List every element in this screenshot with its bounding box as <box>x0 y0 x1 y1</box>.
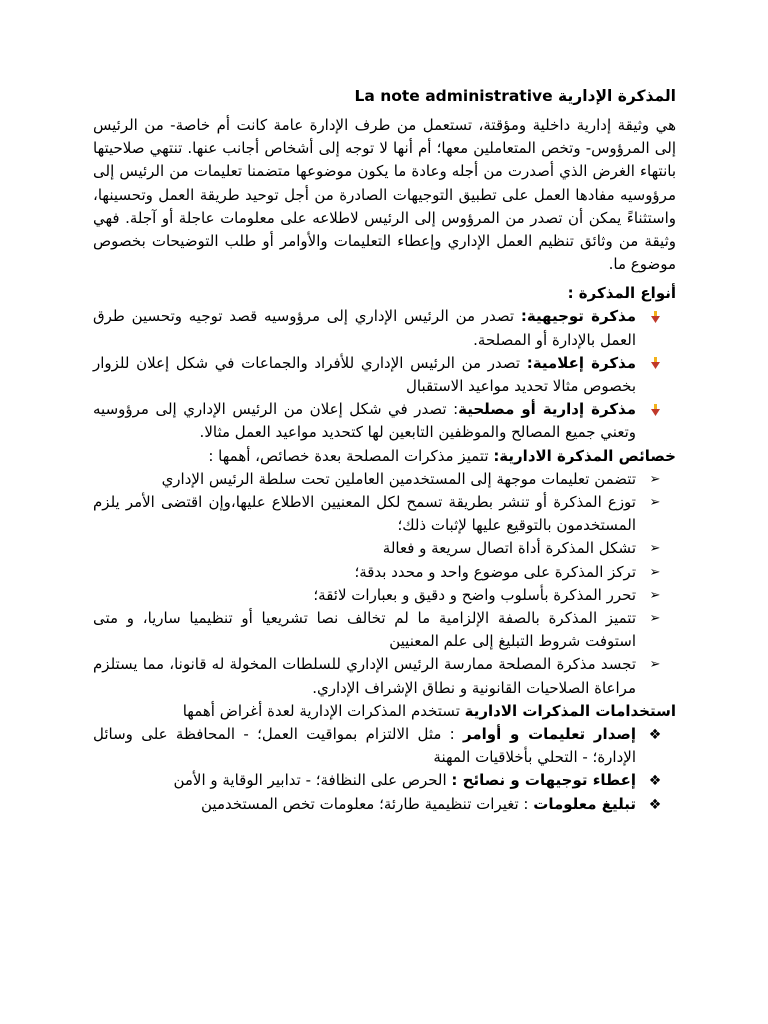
uses-list <box>93 723 676 816</box>
item-text: تركز المذكرة على موضوع واحد و محدد بدقة؛ <box>354 562 636 581</box>
document-body <box>93 86 676 816</box>
list-item <box>93 537 676 560</box>
features-list <box>93 468 676 700</box>
uses-text: تستخدم المذكرات الإدارية لعدة أغراض أهمها <box>182 701 465 720</box>
arrow-bullet-icon: ➢ <box>649 495 661 511</box>
diamond-bullet-icon: ❖ <box>648 796 662 813</box>
item-text: توزع المذكرة أو تنشر بطريقة تسمح لكل المعنيين الاطلاع عليها،وإن اقتضى الأمر يلزم المستخدمون بالتوقيع عليها لإثبات ذلك؛ <box>93 493 636 535</box>
item-text: تصدر من الرئيس الإداري إلى مرؤوسيه قصد توجيه وتحسين طرق العمل بالإدارة أو المصلحة. <box>93 307 636 349</box>
list-item <box>93 398 676 444</box>
item-text: الحرص على النظافة؛ - تدابير الوقاية و الأمن <box>173 771 452 790</box>
item-text: تتميز المذكرة بالصفة الإلزامية ما لم تخالف نصا تشريعيا أو تنظيميا ساريا، و متى استوفت شروط التبليغ إلى علم المعنيين <box>93 609 636 651</box>
item-text: : تصدر في شكل إعلان من الرئيس الإداري إلى مرؤوسيه وتعني جميع المصالح والموظفين التابعين لها كتحديد مواعيد العمل مثالا. <box>93 400 636 442</box>
item-text: : تغيرات تنظيمية طارئة؛ معلومات تخص المستخدمين <box>201 794 534 813</box>
item-term: مذكرة توجيهية: <box>520 307 636 326</box>
list-item <box>93 793 676 816</box>
item-term: إعطاء توجيهات و نصائح : <box>451 771 636 790</box>
list-item <box>93 584 676 607</box>
diamond-bullet-icon: ❖ <box>648 727 662 744</box>
item-text: تصدر من الرئيس الإداري للأفراد والجماعات في شكل إعلان للزوار بخصوص مثالا تحديد مواعيد الاستقبال <box>93 353 636 396</box>
arrow-down-icon <box>646 400 664 420</box>
features-heading <box>93 445 676 468</box>
list-item <box>93 491 676 537</box>
item-text: : مثل الالتزام بمواقيت العمل؛ - المحافظة على وسائل الإدارة؛ - التحلي بأخلاقيات المهنة <box>93 725 636 767</box>
list-item <box>93 352 676 398</box>
features-term: خصائص المذكرة الادارية: <box>493 446 676 465</box>
list-item <box>93 653 676 699</box>
uses-heading <box>93 700 676 723</box>
arrow-down-icon <box>646 354 664 374</box>
arrow-bullet-icon: ➢ <box>649 587 661 603</box>
arrow-bullet-icon: ➢ <box>649 541 661 557</box>
arrow-down-icon <box>646 307 664 327</box>
features-text: تتميز مذكرات المصلحة بعدة خصائص، أهمها : <box>208 446 494 465</box>
list-item <box>93 561 676 584</box>
item-term: إصدار تعليمات و أوامر <box>463 725 636 744</box>
types-heading: أنواع المذكرة : <box>567 284 676 303</box>
item-text: تحرر المذكرة بأسلوب واضح و دقيق و بعبارات لائقة؛ <box>313 585 636 604</box>
item-term: مذكرة إدارية أو مصلحية <box>458 400 636 419</box>
item-term: تبليغ معلومات <box>533 794 636 813</box>
intro-paragraph: هي وثيقة إدارية داخلية ومؤقتة، تستعمل من طرف الإدارة عامة كانت أم خاصة- من الرئيس إلى المرؤوس- وتخص المتعاملين معها؛ أم أنها لا توجه إلى أشخاص أجانب عنها. تنتهي صلاحيتها بانتهاء الغرض الذي أصدرت من أجله وعادة ما يكون موضوعها متضمنا تعليمات من الرئيس إلى مرؤوسيه مفادها العمل على تطبيق التوجيهات الصادرة من أجل توحيد طريقة العمل وتحسينها، واستثناءً يمكن أن تصدر من المرؤوس إلى الرئيس لاطلاعه على معلومات عاجلة أو آجلة. فهي وثيقة من وثائق تنظيم العمل الإداري وإعطاء التعليمات والأوامر أو طلب التوضيحات بخصوص موضوع ما. <box>93 116 676 274</box>
list-item <box>93 305 676 351</box>
document-title: المذكرة الإدارية La note administrative <box>354 87 676 105</box>
item-text: تتضمن تعليمات موجهة إلى المستخدمين العاملين تحت سلطة الرئيس الإداري <box>161 469 636 488</box>
item-term: مذكرة إعلامية: <box>526 353 636 372</box>
item-text: تشكل المذكرة أداة اتصال سريعة و فعالة <box>382 539 636 558</box>
diamond-bullet-icon: ❖ <box>648 773 662 790</box>
types-list <box>93 305 676 444</box>
arrow-bullet-icon: ➢ <box>649 657 661 673</box>
arrow-bullet-icon: ➢ <box>649 611 661 627</box>
arrow-bullet-icon: ➢ <box>649 564 661 580</box>
list-item <box>93 468 676 491</box>
list-item <box>93 607 676 653</box>
uses-term: استخدامات المذكرات الادارية <box>464 701 676 720</box>
arrow-bullet-icon: ➢ <box>649 471 661 487</box>
item-text: تجسد مذكرة المصلحة ممارسة الرئيس الإداري للسلطات المخولة له قانونا، مما يستلزم مراعاة الصلاحيات القانونية و نطاق الإشراف الإداري. <box>93 655 636 697</box>
list-item <box>93 723 676 769</box>
list-item <box>93 769 676 792</box>
